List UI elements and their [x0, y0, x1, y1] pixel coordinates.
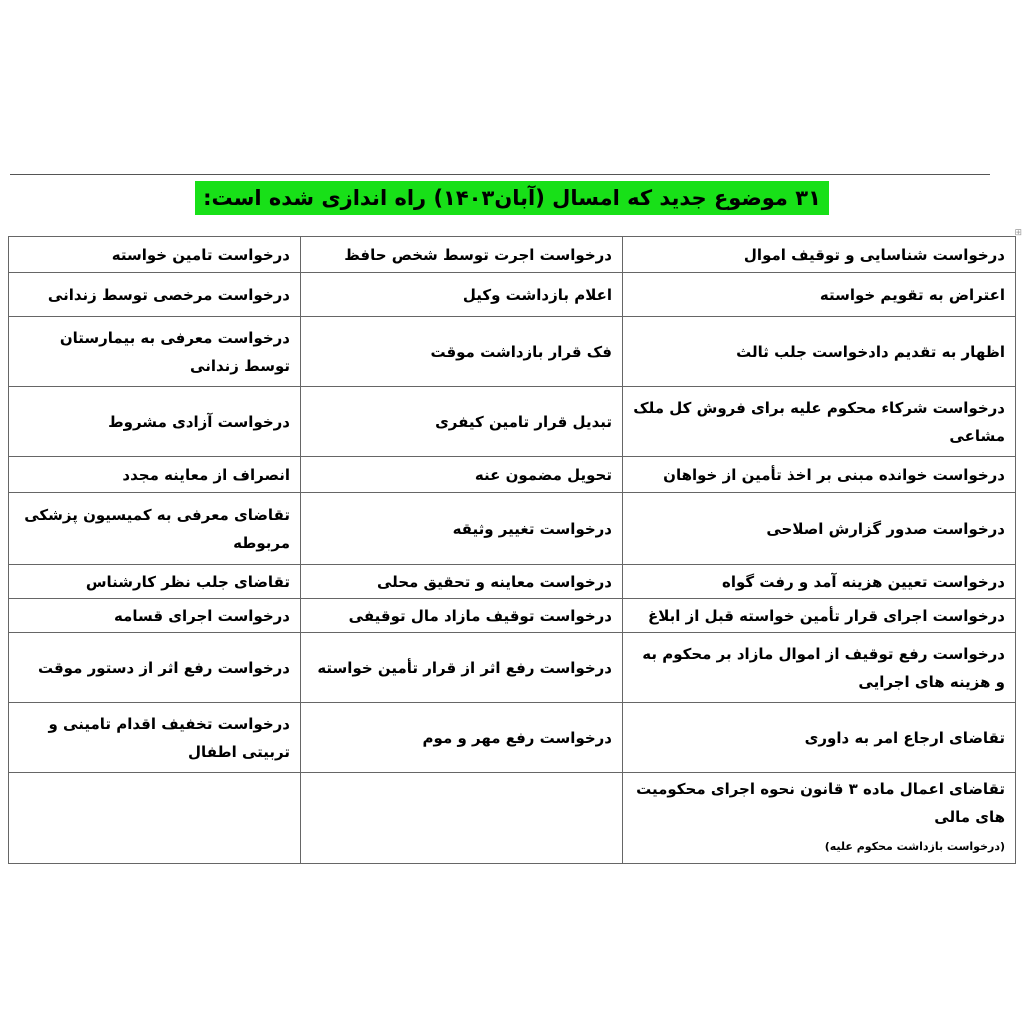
- table-row: [9, 317, 1016, 387]
- table-cell: [9, 387, 301, 457]
- cell-text: درخواست اجرای قرار تأمین خواسته قبل از ابلاغ: [648, 606, 1005, 625]
- table-cell: [623, 565, 1016, 599]
- table-cell: [623, 387, 1016, 457]
- cell-text: درخواست اجرای قسامه: [113, 606, 290, 625]
- cell-text: درخواست معاینه و تحقیق محلی: [376, 572, 612, 591]
- table-cell: [9, 237, 301, 273]
- table-cell: [9, 565, 301, 599]
- cell-text: اعتراض به تقویم خواسته: [819, 285, 1005, 304]
- cell-text: تقاضای ارجاع امر به داوری: [804, 728, 1005, 747]
- cell-text: درخواست شرکاء محکوم علیه برای فروش کل ملک مشاعی: [633, 398, 1005, 445]
- table-row: [9, 599, 1016, 633]
- table-row: [9, 565, 1016, 599]
- table-cell: [301, 565, 623, 599]
- table-cell: [9, 599, 301, 633]
- cell-text: تقاضای اعمال ماده ۳ قانون نحوه اجرای محکومیت های مالی: [636, 780, 1005, 826]
- top-rule: [10, 174, 990, 175]
- table-row: [9, 387, 1016, 457]
- cell-text: درخواست تخفیف اقدام تامینی و تربیتی اطفال: [48, 714, 290, 761]
- cell-note: (درخواست بازداشت محکوم علیه): [824, 840, 1005, 853]
- cell-text: درخواست تغییر وثیقه: [452, 519, 612, 538]
- cell-text: تحویل مضمون عنه: [474, 465, 612, 484]
- topics-table: [8, 236, 1016, 864]
- table-cell: [623, 599, 1016, 633]
- table-cell: [301, 599, 623, 633]
- cell-text: درخواست رفع اثر از دستور موقت: [37, 658, 290, 677]
- table-cell: [301, 273, 623, 317]
- table-cell: [623, 493, 1016, 565]
- table-cell: [9, 273, 301, 317]
- cell-text: درخواست اجرت توسط شخص حافظ: [344, 245, 612, 264]
- table-cell: [301, 703, 623, 773]
- cell-text: درخواست توقیف مازاد مال توقیفی: [348, 606, 612, 625]
- cell-text: درخواست آزادی مشروط: [108, 412, 290, 431]
- cell-text: اعلام بازداشت وکیل: [462, 285, 612, 304]
- table-cell: [9, 773, 301, 864]
- cell-text: درخواست صدور گزارش اصلاحی: [766, 519, 1005, 538]
- cell-text: انصراف از معاینه مجدد: [122, 465, 290, 484]
- cell-text: درخواست تامین خواسته: [111, 245, 290, 264]
- cell-text: درخواست رفع مهر و موم: [422, 728, 612, 747]
- cell-text: درخواست شناسایی و توقیف اموال: [743, 245, 1005, 264]
- cell-text: درخواست رفع اثر از قرار تأمین خواسته: [317, 658, 612, 677]
- cell-text: اظهار به تقدیم دادخواست جلب ثالث: [736, 342, 1005, 361]
- table-cell: [301, 633, 623, 703]
- table-cell: [301, 457, 623, 493]
- table-cell: [301, 773, 623, 864]
- table-cell: [623, 457, 1016, 493]
- table-row: [9, 273, 1016, 317]
- table-cell: [301, 237, 623, 273]
- table-cell: [9, 457, 301, 493]
- page-title: ۳۱ موضوع جدید که امسال (آبان۱۴۰۳) راه اندازی شده است:: [195, 181, 829, 215]
- title-wrap: [0, 181, 1024, 215]
- table-cell: [9, 317, 301, 387]
- table-row: [9, 703, 1016, 773]
- cell-text: فک قرار بازداشت موقت: [430, 342, 612, 361]
- table-cell: [9, 703, 301, 773]
- cell-text: درخواست تعیین هزینه آمد و رفت گواه: [722, 572, 1005, 591]
- table-cell: [301, 493, 623, 565]
- cell-text: درخواست خوانده مبنی بر اخذ تأمین از خواهان: [663, 465, 1005, 484]
- table-row: [9, 773, 1016, 864]
- table-cell: [623, 317, 1016, 387]
- table-cell: [623, 273, 1016, 317]
- table-row: [9, 457, 1016, 493]
- table-cell: [623, 237, 1016, 273]
- cell-text: تقاضای معرفی به کمیسیون پزشکی مربوطه: [24, 505, 290, 552]
- table-cell: [623, 703, 1016, 773]
- cell-text: تبدیل قرار تامین کیفری: [435, 412, 612, 431]
- cell-text: تقاضای جلب نظر کارشناس: [85, 572, 290, 591]
- table-cell: [623, 773, 1016, 864]
- table-row: [9, 493, 1016, 565]
- table-row: [9, 633, 1016, 703]
- table-cell: [9, 633, 301, 703]
- table-cell: [9, 493, 301, 565]
- table-cell: [623, 633, 1016, 703]
- cell-text: درخواست رفع توقیف از اموال مازاد بر محکوم به و هزینه های اجرایی: [642, 644, 1005, 691]
- table-handle-icon: ⊞: [1014, 228, 1022, 238]
- table-row: [9, 237, 1016, 273]
- table-cell: [301, 387, 623, 457]
- cell-text: درخواست مرخصی توسط زندانی: [47, 285, 290, 304]
- table-cell: [301, 317, 623, 387]
- cell-text: درخواست معرفی به بیمارستان توسط زندانی: [59, 328, 290, 375]
